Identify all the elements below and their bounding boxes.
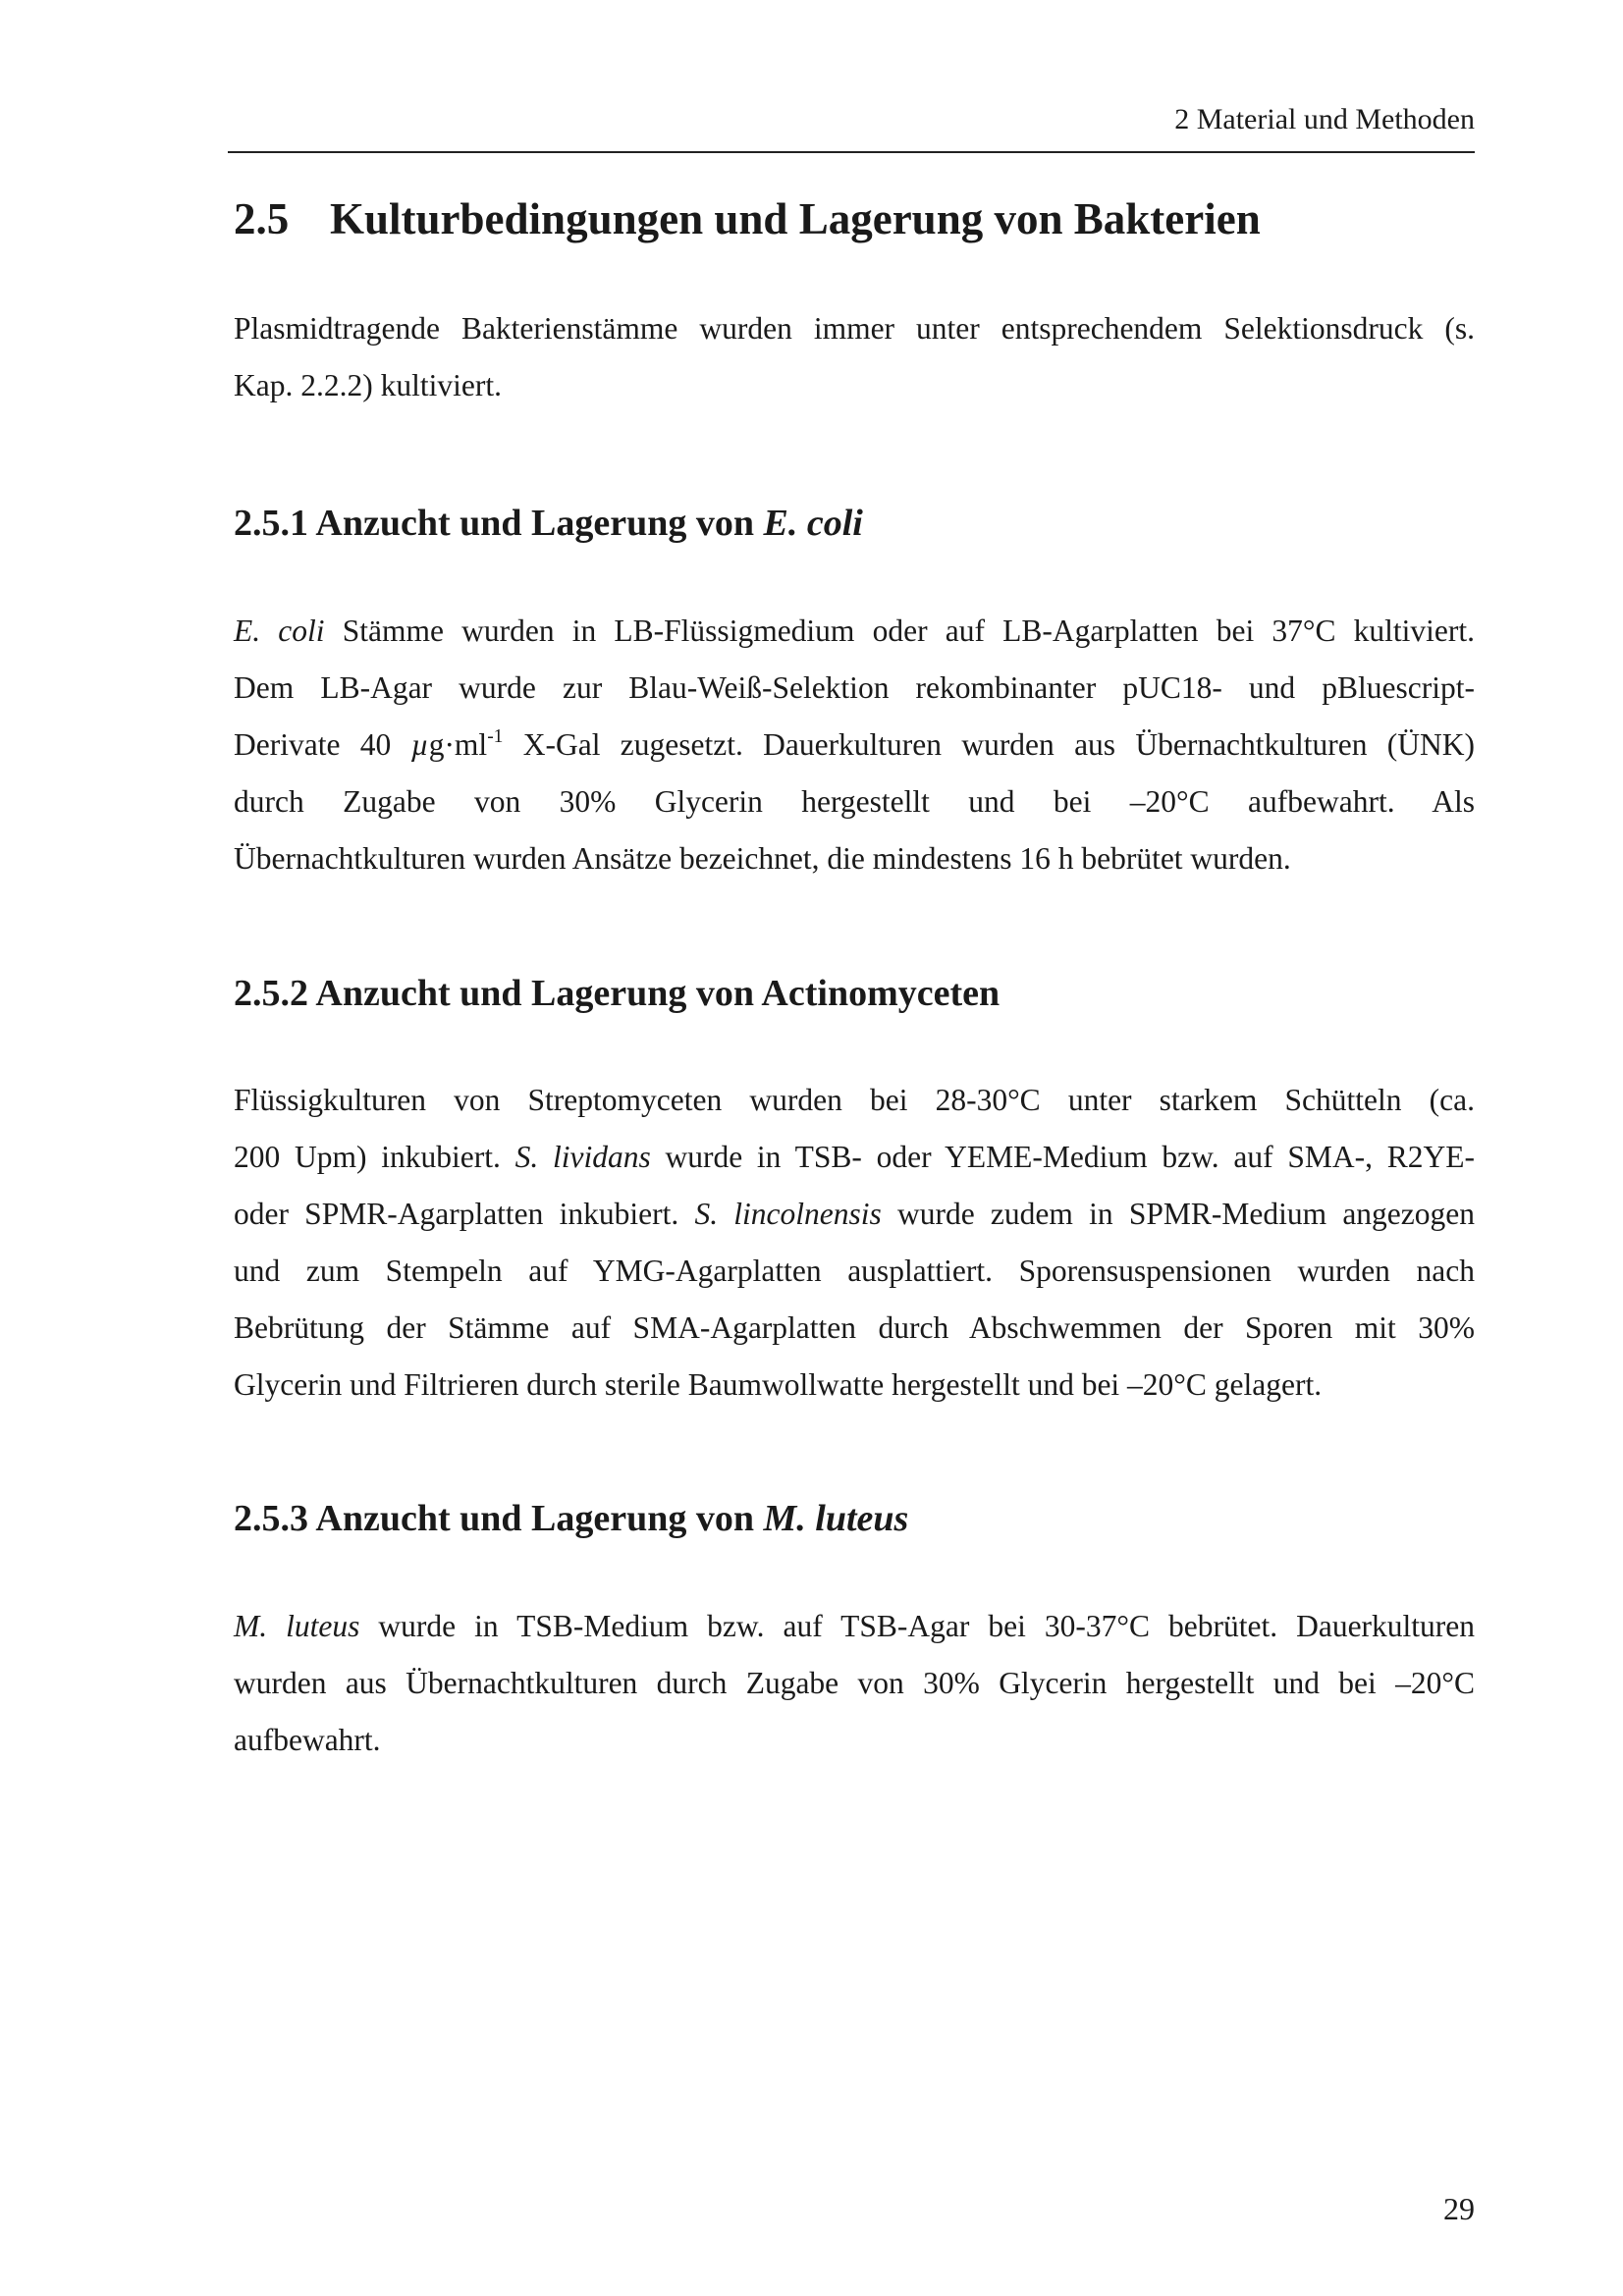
text-run: g·ml	[428, 727, 488, 762]
paragraph-line: Glycerin und Filtrieren durch sterile Baumwollwatte hergestellt und bei –20°C gelagert.	[234, 1367, 1323, 1402]
paragraph-line: Dem LB-Agar wurde zur Blau-Weiß-Selektion rekombinanter pUC18- und pBluescript-	[234, 670, 1475, 705]
paragraph-line	[234, 1598, 1475, 1655]
subsection-heading-actinomyceten	[234, 969, 1000, 1018]
section-number: 2.5	[234, 194, 290, 243]
paragraph-line: durch Zugabe von 30% Glycerin hergestellt und bei –20°C aufbewahrt. Als	[234, 784, 1475, 819]
page-number: 29	[1443, 2191, 1475, 2226]
subsection-heading-m-luteus	[234, 1494, 908, 1543]
species-name: E. coli	[234, 614, 325, 648]
actinomyceten-paragraph	[234, 1072, 1475, 1414]
species-name: S. lincolnensis	[694, 1197, 882, 1231]
running-header	[228, 102, 1475, 153]
e-coli-paragraph	[234, 603, 1475, 887]
section-intro-paragraph	[234, 300, 1475, 414]
species-name: S. lividans	[514, 1140, 651, 1174]
micro-symbol: µ	[410, 727, 429, 762]
text-run: 200 Upm) inkubiert.	[234, 1140, 501, 1174]
section-heading	[234, 190, 1261, 247]
paragraph-line: und zum Stempeln auf YMG-Agarplatten ausplattiert. Sporensuspensionen wurden nach	[234, 1254, 1475, 1288]
paragraph-line	[234, 603, 1475, 660]
species-name: M. luteus	[763, 1498, 909, 1539]
paragraph-line	[234, 717, 1475, 774]
text-run: oder SPMR-Agarplatten inkubiert.	[234, 1197, 679, 1231]
text-run: wurde in TSB- oder YEME-Medium bzw. auf SMA-, R2YE-	[665, 1140, 1476, 1174]
running-header-title: 2 Material und Methoden	[1174, 103, 1475, 135]
text-run: Stämme wurden in LB-Flüssigmedium oder auf LB-Agarplatten bei 37°C kultiviert.	[342, 614, 1476, 648]
paragraph-line: Übernachtkulturen wurden Ansätze bezeichnet, die mindestens 16 h bebrütet wurden.	[234, 841, 1291, 876]
paragraph-line	[234, 1186, 1475, 1243]
section-title: Kulturbedingungen und Lagerung von Bakterien	[330, 194, 1261, 243]
subsection-heading-text: 2.5.1 Anzucht und Lagerung von	[234, 503, 755, 544]
text-run: wurde zudem in SPMR-Medium angezogen	[897, 1197, 1475, 1231]
superscript: -1	[487, 725, 504, 747]
paragraph-line: Kap. 2.2.2) kultiviert.	[234, 368, 502, 402]
species-name: M. luteus	[234, 1609, 360, 1643]
paragraph-line: wurden aus Übernachtkulturen durch Zugabe von 30% Glycerin hergestellt und bei –20°C	[234, 1666, 1475, 1700]
paragraph-line: aufbewahrt.	[234, 1723, 381, 1757]
subsection-heading-text: 2.5.3 Anzucht und Lagerung von	[234, 1498, 755, 1539]
text-run: Derivate 40	[234, 727, 392, 762]
paragraph-line: Plasmidtragende Bakterienstämme wurden immer unter entsprechendem Selektionsdruck (s.	[234, 311, 1475, 346]
paragraph-line: Bebrütung der Stämme auf SMA-Agarplatten durch Abschwemmen der Sporen mit 30%	[234, 1310, 1475, 1345]
paragraph-line	[234, 1129, 1475, 1186]
paragraph-line: Flüssigkulturen von Streptomyceten wurden bei 28-30°C unter starkem Schütteln (ca.	[234, 1083, 1475, 1117]
text-run: X-Gal zugesetzt. Dauerkulturen wurden aus Übernachtkulturen (ÜNK)	[522, 727, 1476, 762]
species-name: E. coli	[763, 503, 863, 544]
subsection-heading-e-coli	[234, 499, 863, 548]
m-luteus-paragraph	[234, 1598, 1475, 1769]
text-run: wurde in TSB-Medium bzw. auf TSB-Agar bei 30-37°C bebrütet. Dauerkulturen	[378, 1609, 1476, 1643]
subsection-heading-text: 2.5.2 Anzucht und Lagerung von Actinomyceten	[234, 973, 1001, 1014]
